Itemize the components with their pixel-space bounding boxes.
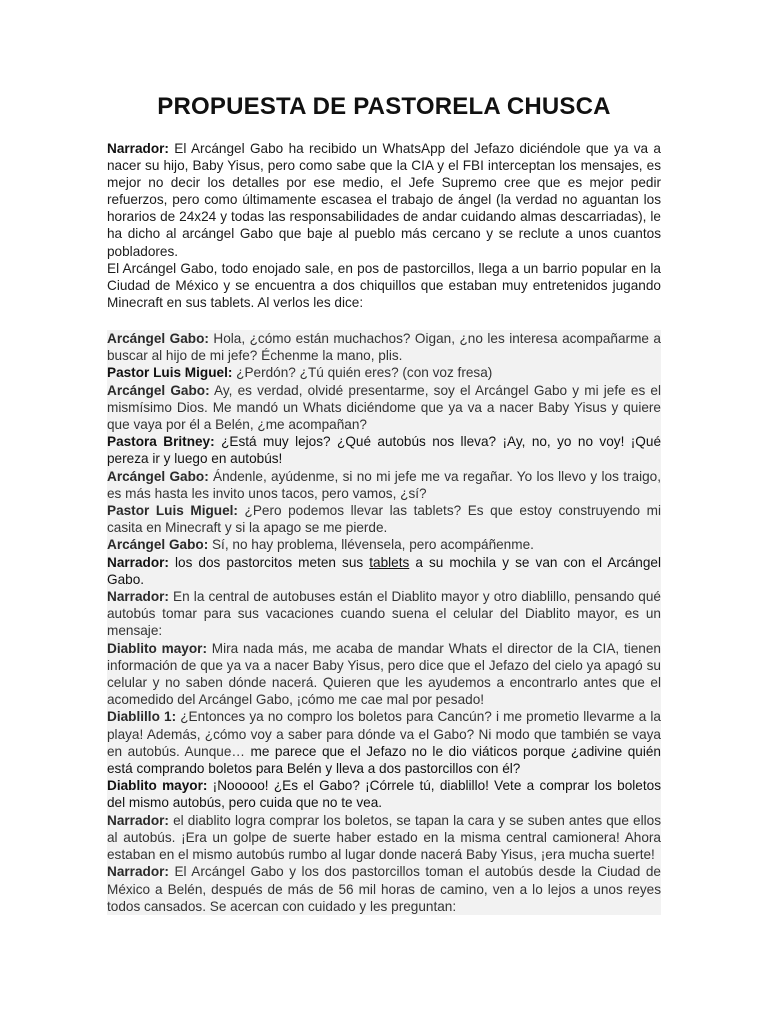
speaker-label: Pastora Britney: xyxy=(107,434,215,450)
dialog-line xyxy=(107,433,661,467)
dialog-line xyxy=(107,863,661,915)
speaker-label: Narrador: xyxy=(107,554,169,570)
document-title: PROPUESTA DE PASTORELA CHUSCA xyxy=(157,93,611,120)
dialog-text: ¿Entonces ya no compro los boletos para Cancún? i me prometio llevarme a la playa! Además, ¿cómo voy a saber para dónde va el Gabo? Ni modo que también se vaya en autobús. Aunque… xyxy=(107,709,661,759)
speaker-label: Arcángel Gabo: xyxy=(107,382,210,398)
dialog-text: Mira nada más, me acaba de mandar Whats el director de la CIA, tienen información de que ya va a nacer Baby Yisus, pero dice que el Jefazo del cielo ya apagó su celular y no saben dónde nacerá. Quieren que les ayudemos a encontrarlo antes que el acomedido del Arcángel Gabo, ¡cómo me cae mal por pesado! xyxy=(107,640,661,708)
dialog-text: ¡Nooooo! ¿Es el Gabo? ¡Córrele tú, diablillo! Vete a comprar los boletos del mismo autobús, pero cuida que no te vea. xyxy=(107,778,661,811)
dialog-text: ¿Pero podemos llevar las tablets? Es que estoy construyendo mi casita en Minecraft y si la apago se me pierde. xyxy=(107,503,661,536)
speaker-label: Arcángel Gabo: xyxy=(107,331,209,346)
dialog-text: ¿Perdón? ¿Tú quién eres? (con voz fresa) xyxy=(232,365,493,381)
speaker-label: Arcángel Gabo: xyxy=(107,468,209,484)
dialog-line xyxy=(107,708,661,777)
dialog-text: Sí, no hay problema, llévensela, pero acompáñenme. xyxy=(208,537,534,553)
dialog-text: El Arcángel Gabo y los dos pastorcillos toman el autobús desde la Ciudad de México a Belén, después de más de 56 mil horas de camino, ven a lo lejos a unos reyes todos cansados. Se acercan con cuidado y les preguntan: xyxy=(107,864,661,914)
speaker-label: Narrador: xyxy=(107,589,169,605)
dialog-line xyxy=(107,640,661,709)
dialog-text: me parece que el Jefazo no le dio viáticos porque ¿adivine quién está comprando boletos para Belén y lleva a dos pastorcillos con él? xyxy=(107,743,661,777)
dialog-line xyxy=(107,330,661,364)
speaker-label: Pastor Luis Miguel: xyxy=(107,365,233,381)
dialog-line xyxy=(107,588,661,640)
dialog-line xyxy=(107,777,661,811)
speaker-label: Diablito mayor: xyxy=(107,778,208,794)
speaker-label: Narrador: xyxy=(107,141,169,156)
dialog-section xyxy=(107,330,661,915)
dialog-text: ¿Está muy lejos? ¿Qué autobús nos lleva? ¡Ay, no, yo no voy! ¡Qué pereza ir y luego en autobús! xyxy=(107,434,662,467)
dialog-text: Ándenle, ayúdenme, si no mi jefe me va regañar. Yo los llevo y los traigo, es más hasta les invito unos tacos, pero vamos, ¿sí? xyxy=(107,468,661,501)
dialog-text: a su mochila y se van con el Arcángel Gabo. xyxy=(107,554,661,587)
intro-paragraph-1 xyxy=(107,140,661,260)
speaker-label: Arcángel Gabo: xyxy=(107,537,209,553)
dialog-text: Ay, es verdad, olvidé presentarme, soy el Arcángel Gabo y mi jefe es el mismísimo Dios. Me mandó un Whats diciéndome que ya va a nacer Baby Yisus y quiere que vaya por él a Belén, ¿me acompañan? xyxy=(107,382,661,433)
dialog-text: En la central de autobuses están el Diablito mayor y otro diablillo, pensando qué autobús tomar para sus vacaciones cuando suena el celular del Diablito mayor, es un mensaje: xyxy=(107,589,661,639)
dialog-line xyxy=(107,468,661,502)
dialog-text: los dos pastorcitos meten sus xyxy=(168,554,370,570)
speaker-label: Diablito mayor: xyxy=(107,640,207,656)
speaker-label: Narrador: xyxy=(107,864,169,880)
paragraph-text: El Arcángel Gabo ha recibido un WhatsApp del Jefazo diciéndole que ya va a nacer su hijo, Baby Yisus, pero como sabe que la CIA y el FBI interceptan los mensajes, es mejor no decir los detalles por ese medio, el Jefe Supremo cree que es mejor pedir refuerzos, pero como últimamente escasea el trabajo de ángel (la verdad no aguantan los horarios de 24x24 y todas las responsabilidades de andar cuidando almas descarriadas), le ha dicho al arcángel Gabo que baje al pueblo más cercano y se reclute a unos cuantos pobladores. xyxy=(107,141,661,259)
speaker-label: Narrador: xyxy=(107,812,169,828)
dialog-line xyxy=(107,812,661,864)
dialog-line xyxy=(107,364,661,381)
speaker-label: Pastor Luis Miguel: xyxy=(107,503,238,519)
speaker-label: Diablillo 1: xyxy=(107,709,177,725)
dialog-line xyxy=(107,502,661,536)
dialog-line xyxy=(107,536,661,553)
dialog-line xyxy=(107,554,661,588)
dialog-text: Hola, ¿cómo están muchachos? Oigan, ¿no les interesa acompañarme a buscar al hijo de mi jefe? Échenme la mano, plis. xyxy=(107,331,661,364)
intro-section xyxy=(107,140,661,311)
paragraph-text: El Arcángel Gabo, todo enojado sale, en pos de pastorcillos, llega a un barrio popular en la Ciudad de México y se encuentra a dos chiquillos que estaban muy entretenidos jugando Minecraft en sus tablets. Al verlos les dice: xyxy=(107,260,661,310)
dialog-line xyxy=(107,382,661,434)
dialog-text: el diablito logra comprar los boletos, se tapan la cara y se suben antes que ellos al autobús. ¡Era un golpe de suerte haber estado en la misma central camionera! Ahora estaban en el mismo autobús rumbo al lugar donde nacerá Baby Yisus, ¡era mucha suerte! xyxy=(107,812,661,863)
intro-paragraph-2 xyxy=(107,260,661,311)
tablets-link[interactable]: tablets xyxy=(369,554,410,570)
